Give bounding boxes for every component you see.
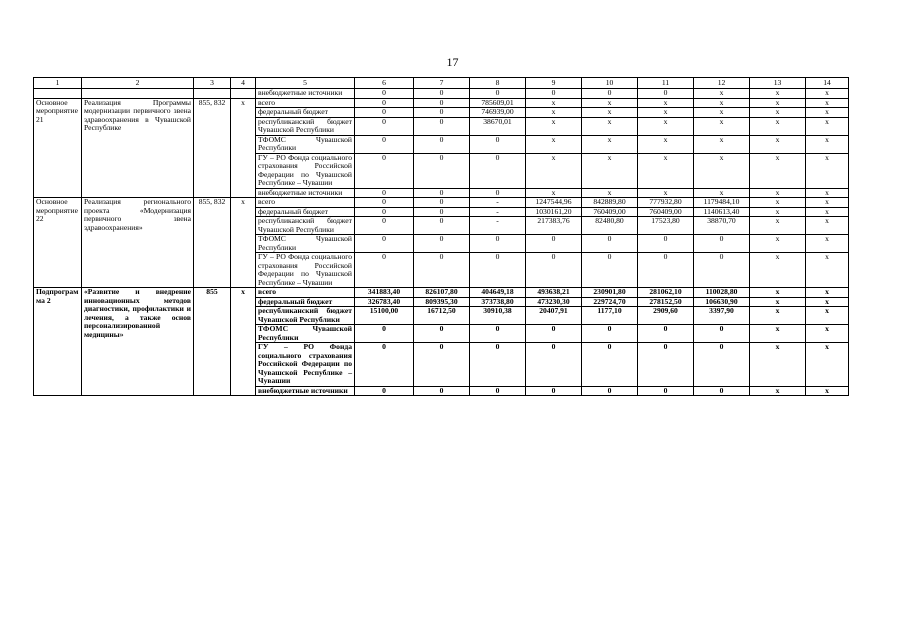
value-cell: 0: [526, 235, 582, 253]
agency-code-cell: 855: [194, 288, 231, 396]
column-number-header: 2: [82, 78, 194, 89]
value-cell: 0: [582, 386, 638, 396]
value-cell: 106630,90: [694, 297, 750, 307]
value-cell: x: [750, 297, 806, 307]
program-code-cell: Подпрограмма 2: [34, 288, 82, 396]
value-cell: 0: [355, 217, 414, 235]
value-cell: 0: [414, 117, 470, 135]
value-cell: 1140613,40: [694, 207, 750, 217]
funding-source-cell: всего: [256, 288, 355, 298]
value-cell: 0: [355, 98, 414, 108]
value-cell: 0: [470, 386, 526, 396]
value-cell: 0: [414, 343, 470, 387]
column-number-header: 12: [694, 78, 750, 89]
column-number-header: 3: [194, 78, 231, 89]
value-cell: 0: [414, 153, 470, 188]
value-cell: x: [806, 235, 849, 253]
column-number-header: 10: [582, 78, 638, 89]
value-cell: x: [582, 153, 638, 188]
value-cell: 16712,50: [414, 307, 470, 325]
funding-source-cell: ТФОМС Чувашской Республики: [256, 325, 355, 343]
funding-source-cell: федеральный бюджет: [256, 108, 355, 118]
column-number-header: 7: [414, 78, 470, 89]
value-cell: x: [694, 98, 750, 108]
column-4-cell: x: [231, 288, 256, 396]
value-cell: 0: [638, 343, 694, 387]
column-number-header: 1: [34, 78, 82, 89]
value-cell: 0: [355, 153, 414, 188]
agency-code-cell: 855, 832: [194, 198, 231, 288]
value-cell: x: [526, 117, 582, 135]
value-cell: -: [470, 217, 526, 235]
program-name-cell: Реализация Программы модернизации первичного звена здравоохранения в Чувашской Республике: [82, 98, 194, 198]
value-cell: 0: [470, 343, 526, 387]
value-cell: 0: [355, 325, 414, 343]
value-cell: 0: [414, 325, 470, 343]
value-cell: x: [806, 207, 849, 217]
value-cell: 473230,30: [526, 297, 582, 307]
value-cell: 1247544,96: [526, 198, 582, 208]
funding-source-cell: всего: [256, 198, 355, 208]
value-cell: x: [750, 386, 806, 396]
funding-source-cell: ТФОМС Чувашской Республики: [256, 135, 355, 153]
value-cell: x: [694, 89, 750, 99]
value-cell: 0: [355, 188, 414, 198]
value-cell: 0: [355, 253, 414, 288]
table-row: [34, 288, 849, 298]
value-cell: x: [806, 135, 849, 153]
funding-source-cell: ГУ – РО Фонда социального страхования Российской Федерации по Чувашской Республике – Чувашии: [256, 253, 355, 288]
value-cell: x: [750, 307, 806, 325]
value-cell: x: [806, 343, 849, 387]
funding-source-cell: республиканский бюджет Чувашской Республики: [256, 217, 355, 235]
value-cell: 842889,80: [582, 198, 638, 208]
value-cell: x: [582, 98, 638, 108]
value-cell: x: [638, 135, 694, 153]
value-cell: x: [750, 98, 806, 108]
budget-table: [33, 77, 849, 396]
value-cell: x: [806, 253, 849, 288]
value-cell: x: [526, 135, 582, 153]
value-cell: x: [582, 108, 638, 118]
value-cell: 281062,10: [638, 288, 694, 298]
column-number-header: 9: [526, 78, 582, 89]
value-cell: 0: [355, 108, 414, 118]
value-cell: x: [750, 235, 806, 253]
value-cell: 110028,80: [694, 288, 750, 298]
value-cell: x: [638, 117, 694, 135]
value-cell: 38870,70: [694, 217, 750, 235]
value-cell: 0: [638, 386, 694, 396]
table-row: [34, 98, 849, 108]
value-cell: 2909,60: [638, 307, 694, 325]
value-cell: 0: [355, 386, 414, 396]
value-cell: x: [582, 188, 638, 198]
value-cell: 0: [414, 108, 470, 118]
program-code-cell: Основное мероприятие 21: [34, 98, 82, 198]
value-cell: x: [806, 288, 849, 298]
value-cell: 0: [694, 343, 750, 387]
value-cell: x: [750, 207, 806, 217]
value-cell: 0: [638, 253, 694, 288]
funding-source-cell: республиканский бюджет Чувашской Республики: [256, 307, 355, 325]
value-cell: 0: [470, 89, 526, 99]
value-cell: x: [638, 108, 694, 118]
value-cell: 17523,80: [638, 217, 694, 235]
column-number-row: [34, 78, 849, 89]
value-cell: 0: [470, 253, 526, 288]
value-cell: 0: [526, 386, 582, 396]
value-cell: 20407,91: [526, 307, 582, 325]
value-cell: 0: [355, 117, 414, 135]
value-cell: 373738,80: [470, 297, 526, 307]
value-cell: 0: [470, 135, 526, 153]
table-row: [34, 89, 849, 99]
value-cell: 0: [414, 98, 470, 108]
value-cell: 826107,80: [414, 288, 470, 298]
value-cell: 0: [638, 325, 694, 343]
value-cell: 0: [414, 188, 470, 198]
funding-source-cell: внебюджетные источники: [256, 386, 355, 396]
column-number-header: 14: [806, 78, 849, 89]
funding-source-cell: ГУ – РО Фонда социального страхования Российской Федерации по Чувашской Республике – Чувашии: [256, 153, 355, 188]
value-cell: x: [582, 135, 638, 153]
value-cell: 0: [526, 253, 582, 288]
value-cell: 0: [582, 235, 638, 253]
funding-source-cell: ГУ – РО Фонда социального страхования Российской Федерации по Чувашской Республике – Чувашии: [256, 343, 355, 387]
value-cell: 38670,01: [470, 117, 526, 135]
value-cell: x: [806, 198, 849, 208]
column-4-cell: x: [231, 98, 256, 198]
value-cell: x: [694, 117, 750, 135]
value-cell: 30910,38: [470, 307, 526, 325]
value-cell: x: [750, 198, 806, 208]
value-cell: x: [750, 343, 806, 387]
value-cell: 0: [526, 89, 582, 99]
value-cell: x: [526, 188, 582, 198]
value-cell: 0: [582, 325, 638, 343]
value-cell: 0: [414, 135, 470, 153]
value-cell: x: [806, 153, 849, 188]
value-cell: 0: [355, 135, 414, 153]
value-cell: x: [806, 386, 849, 396]
value-cell: 0: [414, 198, 470, 208]
value-cell: 0: [355, 343, 414, 387]
value-cell: 0: [414, 235, 470, 253]
value-cell: x: [806, 188, 849, 198]
value-cell: x: [526, 108, 582, 118]
value-cell: x: [638, 98, 694, 108]
value-cell: 0: [355, 235, 414, 253]
value-cell: 746939,00: [470, 108, 526, 118]
funding-source-cell: ТФОМС Чувашской Республики: [256, 235, 355, 253]
value-cell: 0: [526, 343, 582, 387]
column-number-header: 8: [470, 78, 526, 89]
table-row: [34, 198, 849, 208]
value-cell: x: [806, 89, 849, 99]
value-cell: 0: [414, 386, 470, 396]
value-cell: x: [806, 325, 849, 343]
value-cell: x: [750, 153, 806, 188]
value-cell: 278152,50: [638, 297, 694, 307]
value-cell: 0: [582, 343, 638, 387]
value-cell: x: [750, 325, 806, 343]
value-cell: 1177,10: [582, 307, 638, 325]
value-cell: 404649,18: [470, 288, 526, 298]
value-cell: 0: [638, 89, 694, 99]
value-cell: x: [638, 188, 694, 198]
value-cell: 229724,70: [582, 297, 638, 307]
funding-source-cell: федеральный бюджет: [256, 297, 355, 307]
value-cell: x: [694, 153, 750, 188]
program-code-cell: Основное мероприятие 22: [34, 198, 82, 288]
column-number-header: 5: [256, 78, 355, 89]
value-cell: x: [694, 108, 750, 118]
value-cell: 230901,80: [582, 288, 638, 298]
value-cell: x: [694, 135, 750, 153]
value-cell: 0: [694, 325, 750, 343]
value-cell: x: [806, 297, 849, 307]
value-cell: 326783,40: [355, 297, 414, 307]
value-cell: 0: [694, 253, 750, 288]
column-number-header: 4: [231, 78, 256, 89]
value-cell: 0: [694, 235, 750, 253]
value-cell: 0: [470, 188, 526, 198]
value-cell: 0: [470, 325, 526, 343]
value-cell: x: [806, 98, 849, 108]
value-cell: 0: [414, 253, 470, 288]
funding-source-cell: республиканский бюджет Чувашской Республики: [256, 117, 355, 135]
value-cell: x: [694, 188, 750, 198]
value-cell: x: [638, 153, 694, 188]
value-cell: x: [806, 117, 849, 135]
value-cell: x: [806, 108, 849, 118]
value-cell: 760409,00: [638, 207, 694, 217]
value-cell: 0: [355, 207, 414, 217]
funding-source-cell: внебюджетные источники: [256, 188, 355, 198]
empty-cell: [34, 89, 82, 99]
agency-code-cell: 855, 832: [194, 98, 231, 198]
value-cell: -: [470, 198, 526, 208]
value-cell: x: [750, 217, 806, 235]
program-name-cell: «Развитие и внедрение инновационных методов диагностики, профилактики и лечения, а также основ персонализированной медицины»: [82, 288, 194, 396]
value-cell: 493638,21: [526, 288, 582, 298]
funding-source-cell: внебюджетные источники: [256, 89, 355, 99]
value-cell: 0: [526, 325, 582, 343]
value-cell: 1030161,20: [526, 207, 582, 217]
value-cell: 3397,90: [694, 307, 750, 325]
value-cell: 785609,01: [470, 98, 526, 108]
value-cell: x: [806, 307, 849, 325]
value-cell: x: [750, 188, 806, 198]
value-cell: x: [750, 288, 806, 298]
funding-source-cell: всего: [256, 98, 355, 108]
value-cell: x: [806, 217, 849, 235]
value-cell: 0: [638, 235, 694, 253]
value-cell: x: [526, 98, 582, 108]
column-number-header: 6: [355, 78, 414, 89]
value-cell: 0: [355, 198, 414, 208]
value-cell: x: [750, 89, 806, 99]
value-cell: 809395,30: [414, 297, 470, 307]
value-cell: x: [750, 108, 806, 118]
value-cell: 0: [414, 89, 470, 99]
value-cell: 0: [355, 89, 414, 99]
value-cell: 0: [470, 235, 526, 253]
value-cell: 217383,76: [526, 217, 582, 235]
value-cell: 0: [414, 207, 470, 217]
value-cell: 0: [582, 89, 638, 99]
column-number-header: 13: [750, 78, 806, 89]
value-cell: x: [750, 253, 806, 288]
program-name-cell: Реализация регионального проекта «Модернизация первичного звена здравоохранения»: [82, 198, 194, 288]
value-cell: x: [750, 135, 806, 153]
value-cell: 1179484,10: [694, 198, 750, 208]
empty-cell: [231, 89, 256, 99]
page-number: 17: [446, 55, 459, 69]
value-cell: 0: [470, 153, 526, 188]
value-cell: 82480,80: [582, 217, 638, 235]
value-cell: x: [582, 117, 638, 135]
value-cell: x: [750, 117, 806, 135]
value-cell: 0: [582, 253, 638, 288]
value-cell: 0: [694, 386, 750, 396]
value-cell: x: [526, 153, 582, 188]
value-cell: 341883,40: [355, 288, 414, 298]
column-4-cell: x: [231, 198, 256, 288]
value-cell: 15100,00: [355, 307, 414, 325]
value-cell: 0: [414, 217, 470, 235]
value-cell: -: [470, 207, 526, 217]
value-cell: 777932,80: [638, 198, 694, 208]
empty-cell: [82, 89, 194, 99]
column-number-header: 11: [638, 78, 694, 89]
empty-cell: [194, 89, 231, 99]
value-cell: 760409,00: [582, 207, 638, 217]
funding-source-cell: федеральный бюджет: [256, 207, 355, 217]
